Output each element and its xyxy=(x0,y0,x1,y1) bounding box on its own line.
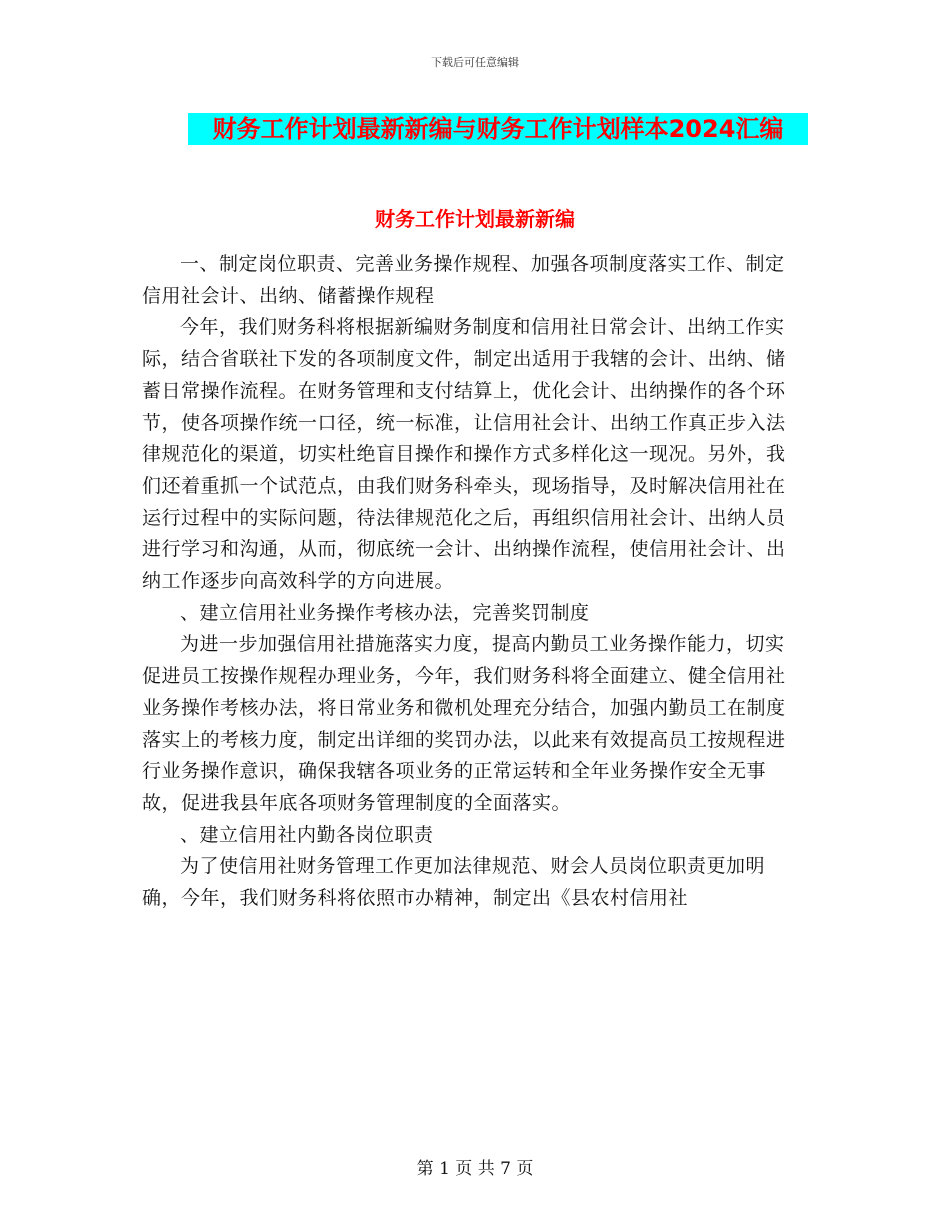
body-text xyxy=(142,249,802,915)
section-title: 财务工作计划最新新编 xyxy=(375,207,575,231)
paragraph-heading-3: 、建立信用社内勤各岗位职责 xyxy=(180,823,434,846)
main-title: 财务工作计划最新新编与财务工作计划样本2024汇编 xyxy=(188,113,808,145)
header-note: 下载后可任意编辑 xyxy=(431,56,519,69)
paragraph-2: 为进一步加强信用社措施落实力度，提高内勤员工业务操作能力，切实促进员工按操作规程办理业务，今年，我们财务科将全面建立、健全信用社业务操作考核办法，将日常业务和微机处理充分结合，加强内勤员工在制度落实上的考核力度，制定出详细的奖罚办法，以此来有效提高员工按规程进行业务操作意识，确保我辖各项业务的正常运转和全年业务操作安全无事故，促进我县年底各项财务管理制度的全面落实。 xyxy=(142,633,786,814)
paragraph-heading-2: 、建立信用社业务操作考核办法，完善奖罚制度 xyxy=(180,601,590,624)
paragraph-1: 今年，我们财务科将根据新编财务制度和信用社日常会计、出纳工作实际，结合省联社下发的各项制度文件，制定出适用于我辖的会计、出纳、储蓄日常操作流程。在财务管理和支付结算上，优化会计、出纳操作的各个环节，使各项操作统一口径，统一标准，让信用社会计、出纳工作真正步入法律规范化的渠道，切实杜绝盲目操作和操作方式多样化这一现况。另外，我们还着重抓一个试范点，由我们财务科牵头，现场指导，及时解决信用社在运行过程中的实际问题，待法律规范化之后，再组织信用社会计、出纳人员进行学习和沟通，从而，彻底统一会计、出纳操作流程，使信用社会计、出纳工作逐步向高效科学的方向进展。 xyxy=(142,316,786,593)
paragraph-3: 为了使信用社财务管理工作更加法律规范、财会人员岗位职责更加明确，今年，我们财务科将依照市办精神，制定出《县农村信用社 xyxy=(142,855,766,910)
paragraph-heading-1: 一、制定岗位职责、完善业务操作规程、加强各项制度落实工作、制定信用社会计、出纳、储蓄操作规程 xyxy=(142,253,785,307)
page-footer: 第 1 页 共 7 页 xyxy=(416,1159,534,1179)
